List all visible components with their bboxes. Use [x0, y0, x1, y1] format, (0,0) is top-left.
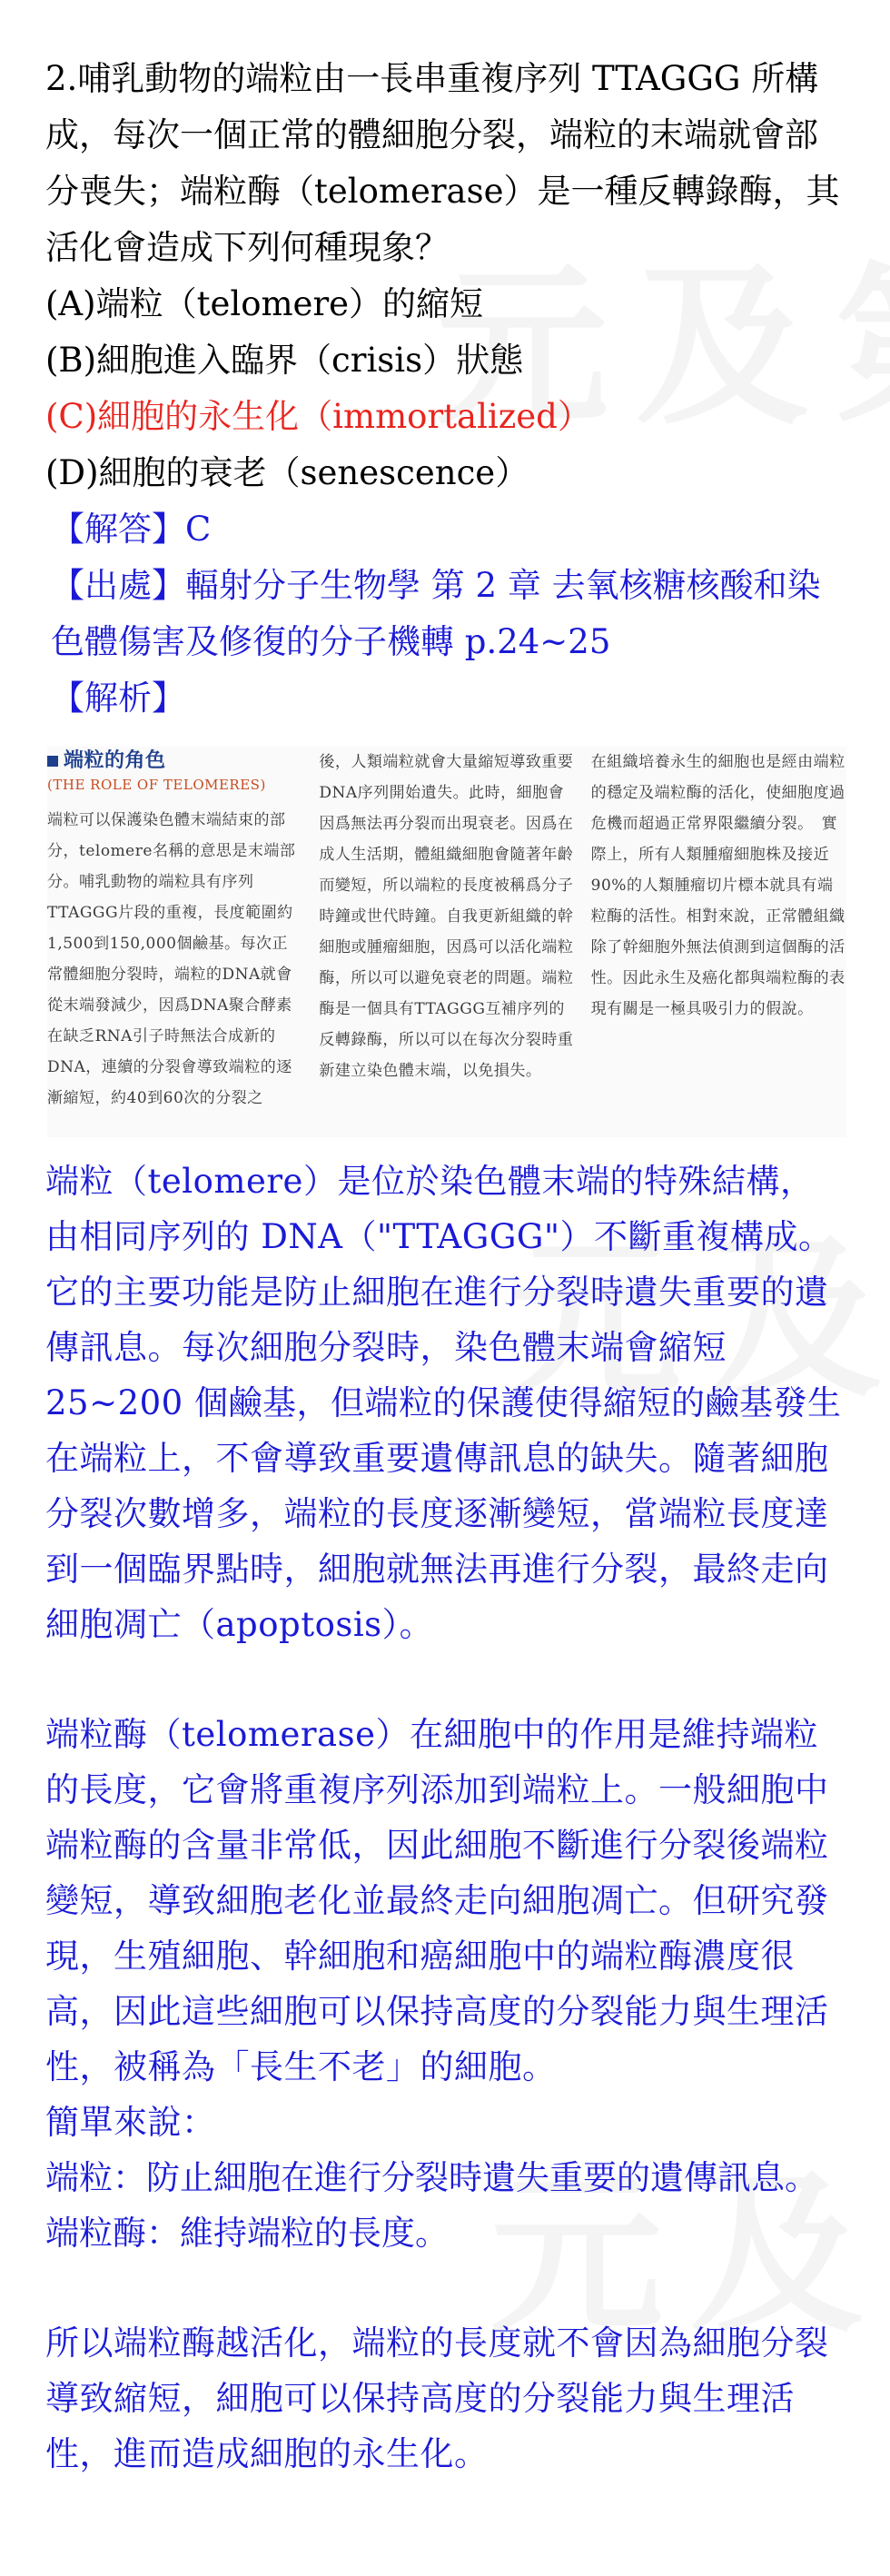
definition-term: 端粒：	[45, 2158, 146, 2197]
source-reference: 【出處】輻射分子生物學 第 2 章 去氧核糖核酸和染色體傷害及修復的分子機轉 p.24~25	[51, 566, 821, 661]
option-c-correct: (C)細胞的永生化（immortalized）	[45, 397, 591, 436]
option-a: (A)端粒（telomere）的縮短	[45, 284, 484, 323]
question-text: 2.哺乳動物的端粒由一長串重複序列 TTAGGG 所構成，每次一個正常的體細胞分裂，端粒的末端就會部分喪失；端粒酶（telomerase）是一種反轉錄酶，其活化會造成下列何種現象？	[45, 59, 840, 267]
bullet-square-icon	[47, 756, 58, 767]
excerpt-text: 端粒可以保護染色體末端結束的部分，telomere名稱的意思是末端部分。哺乳動物的端粒具有序列TTAGGG片段的重複，長度範圍約1,500到150,000個鹼基。每次正常體細胞分裂時，端粒的DNA就會從末端發減少，因爲DNA聚合酵素在缺乏RNA引子時無法合成新的DNA，連續的分裂會導致端粒的逐漸縮短，約40到60次的分裂之	[47, 811, 296, 1107]
excerpt-column-2	[319, 747, 574, 1137]
definition-text: 防止細胞在進行分裂時遺失重要的遺傳訊息。	[146, 2158, 818, 2197]
option-b: (B)細胞進入臨界（crisis）狀態	[45, 341, 524, 380]
excerpt-text: 在組織培養永生的細胞也是經由端粒的穩定及端粒酶的活化，使細胞度過危機而超過正常界限繼續分裂。 實際上，所有人類腫瘤細胞株及接近90%的人類腫瘤切片標本就具有端粒酶的活性。相對來說，正常體組織除了幹細胞外無法偵測到這個酶的活性。因此永生及癌化都與端粒酶的表現有關是一極具吸引力的假說。	[590, 753, 846, 1018]
conclusion-paragraph: 所以端粒酶越活化，端粒的長度就不會因為細胞分裂導致縮短，細胞可以保持高度的分裂能力與生理活性，進而造成細胞的永生化。	[45, 2323, 829, 2473]
option-d: (D)細胞的衰老（senescence）	[45, 453, 529, 492]
excerpt-subheading: (THE ROLE OF TELOMERES)	[47, 777, 266, 793]
definition-telomere	[45, 2150, 846, 2205]
answer: 【解答】C	[51, 510, 212, 549]
excerpt-column-3	[591, 747, 846, 1137]
textbook-excerpt-image	[47, 747, 846, 1137]
summary-label: 簡單來說：	[45, 2103, 216, 2142]
explanation-paragraph-1: 端粒（telomere）是位於染色體末端的特殊結構，由相同序列的 DNA（"TTAGGG"）不斷重複構成。它的主要功能是防止細胞在進行分裂時遺失重要的遺傳訊息。每次細胞分裂時，染色體末端會縮短 25~200 個鹼基，但端粒的保護使得縮短的鹼基發生在端粒上，不會導致重要遺傳訊息的缺失。隨著細胞分裂次數增多，端粒的長度逐漸變短，當端粒長度達到一個臨界點時，細胞就無法再進行分裂，最終走向細胞凋亡（apoptosis）。	[45, 1162, 842, 1644]
explanation-paragraph-2: 端粒酶（telomerase）在細胞中的作用是維持端粒的長度，它會將重複序列添加到端粒上。一般細胞中端粒酶的含量非常低，因此細胞不斷進行分裂後端粒變短，導致細胞老化並最終走向細胞凋亡。但研究發現，生殖細胞、幹細胞和癌細胞中的端粒酶濃度很高，因此這些細胞可以保持高度的分裂能力與生理活性，被稱為「長生不老」的細胞。	[45, 1715, 829, 2086]
definition-text: 維持端粒的長度。	[180, 2214, 449, 2253]
definition-telomerase	[45, 2205, 846, 2261]
definition-term: 端粒酶：	[45, 2214, 180, 2253]
excerpt-column-1	[47, 747, 302, 1137]
analysis-label: 【解析】	[51, 679, 185, 718]
excerpt-text: 後，人類端粒就會大量縮短導致重要DNA序列開始遺失。此時，細胞會因爲無法再分裂而出現衰老。因爲在成人生活期，體組織細胞會隨著年齡而變短，所以端粒的長度被稱爲分子時鐘或世代時鐘。自我更新組織的幹細胞或腫瘤細胞，因爲可以活化端粒酶，所以可以避免衰老的問題。端粒酶是一個具有TTAGGG互補序列的反轉錄酶，所以可以在每次分裂時重新建立染色體末端，以免損失。	[319, 753, 574, 1080]
excerpt-heading: 端粒的角色	[47, 747, 302, 774]
